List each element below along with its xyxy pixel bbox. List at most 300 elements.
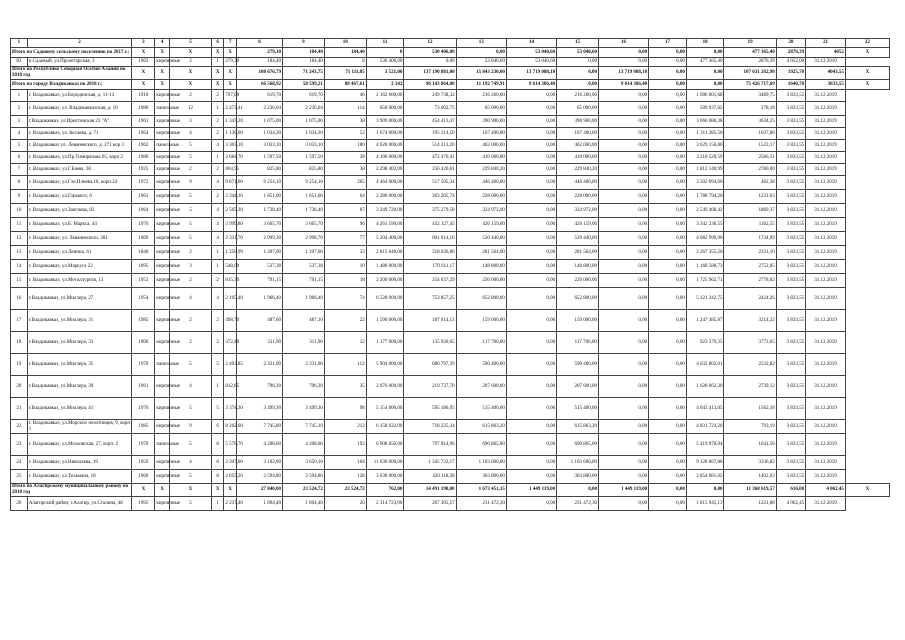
table-cell: 5 [170, 354, 212, 376]
table-cell: 4 [170, 456, 212, 470]
table-cell: 219 737,70 [404, 376, 456, 398]
table-cell: 2 331,90 [236, 354, 282, 376]
table-cell: 3 210 529,59 [686, 152, 724, 164]
table-cell: 9 [170, 420, 212, 434]
table-cell: 4 208,60 [283, 434, 325, 456]
table-cell: 65 000,00 [456, 102, 506, 116]
table-cell: 615 863,20 [557, 420, 599, 434]
table-cell: 390 900,00 [557, 116, 599, 128]
table-cell: 6 908 650,00 [366, 434, 404, 456]
column-number: 11 [366, 39, 404, 48]
table-cell: 31.12.2019 [806, 204, 846, 218]
table-cell: 0,00 [598, 232, 648, 246]
table-row [11, 218, 890, 232]
table-cell: 2 549 468,42 [686, 204, 724, 218]
table-cell: 1637,86 [724, 128, 776, 140]
table-cell: 2 [170, 310, 212, 332]
table-cell: 1 075,00 [283, 116, 325, 128]
table-cell: 184,40 [283, 58, 325, 67]
table-cell: 0,00 [598, 497, 648, 511]
table-cell: панельные [155, 354, 170, 376]
table-cell: 1 894,40 [236, 497, 282, 511]
table-cell: 231 472,30 [557, 497, 599, 511]
table-row [11, 140, 890, 152]
table-cell: 0,00 [456, 48, 506, 58]
subtotal-row [11, 484, 890, 497]
table-cell: 71 111,85 [324, 67, 366, 80]
table-cell: X [224, 48, 237, 58]
table-cell: 796,30 [283, 376, 325, 398]
table-cell: 8 [211, 470, 224, 484]
table-cell: 0,00 [506, 288, 556, 310]
table-cell: 77 [324, 232, 366, 246]
table-cell: 3 833,55 [776, 176, 805, 190]
table-cell: 31.12.2019 [806, 434, 846, 456]
table-cell: 31.12.2019 [806, 497, 846, 511]
table-cell: 4 082 999,90 [686, 232, 724, 246]
table-cell: 46 [324, 90, 366, 102]
table-cell: 2 267 355,20 [686, 246, 724, 260]
table-cell: 73 062,75 [404, 102, 456, 116]
table-cell: 4 [170, 128, 212, 140]
address-cell: г.Владикавказ, ул.Миллера, 27 [27, 288, 132, 310]
table-row [11, 332, 890, 354]
column-number-row [11, 39, 890, 48]
table-cell: 5 204 400,00 [366, 232, 404, 246]
table-cell: 462 000,00 [557, 140, 599, 152]
table-cell: 2 [170, 90, 212, 102]
table-cell: 372,40 [224, 332, 237, 354]
subtotal-row [11, 67, 890, 80]
table-cell: 0,00 [506, 140, 556, 152]
table-cell: 3 [170, 116, 212, 128]
table-cell: 3 833,55 [776, 152, 805, 164]
table-cell: 1 207,00 [236, 246, 282, 260]
table-cell: 98 [324, 398, 366, 420]
table-cell: 267 305,57 [404, 497, 456, 511]
table-cell: 537,38 [283, 260, 325, 274]
table-cell: 590 400,00 [557, 354, 599, 376]
table-cell: 0,00 [598, 332, 648, 354]
table-cell: 3 909 000,00 [366, 116, 404, 128]
table-cell: 25 [11, 470, 28, 484]
table-cell: 6 [11, 152, 28, 164]
table-cell: 117 700,00 [456, 332, 506, 354]
table-cell: 791,15 [236, 274, 282, 288]
table-cell: 0,00 [649, 376, 687, 398]
table-cell: 1976 [132, 398, 155, 420]
table-cell: 148 800,00 [557, 260, 599, 274]
table-cell: X [845, 484, 889, 497]
table-cell: 17 [11, 310, 28, 332]
column-number: 9 [283, 39, 325, 48]
subtotal-label: Итого по городу Владикавказ по 2018 г.: [11, 80, 132, 90]
table-cell: 3 833,55 [776, 456, 805, 470]
table-cell: 187 614,13 [404, 310, 456, 332]
table-cell: 363 800,00 [456, 470, 506, 484]
column-number: 21 [806, 39, 846, 48]
table-cell: 5 [11, 140, 28, 152]
table-cell: 0,00 [649, 398, 687, 420]
column-number: 14 [506, 39, 556, 48]
table-cell: 0,00 [649, 354, 687, 376]
table-cell: 216 260,00 [557, 90, 599, 102]
column-number: 7 [224, 39, 237, 48]
table-cell: 3833,55 [806, 80, 846, 90]
table-cell: 1 136,60 [224, 128, 237, 140]
table-cell: 1 590 000,00 [366, 310, 404, 332]
table-cell: 24 [11, 456, 28, 470]
table-cell: 96 143 864,00 [404, 80, 456, 90]
table-cell: кирпичные [155, 204, 170, 218]
table-row [11, 376, 890, 398]
table-cell: 31.12.2019 [806, 190, 846, 204]
table-cell: 66 568,92 [236, 80, 282, 90]
table-cell: 18 [11, 332, 28, 354]
table-cell: 0,00 [649, 190, 687, 204]
table-cell: 31.12.2019 [806, 218, 846, 232]
subtotal-row [11, 48, 890, 58]
table-cell: 2 344,10 [224, 190, 237, 204]
table-cell: X [170, 484, 212, 497]
table-cell: 0,00 [598, 102, 648, 116]
column-number: 5 [170, 39, 212, 48]
table-cell: 3 [170, 260, 212, 274]
table-cell: 18 [324, 274, 366, 288]
table-cell: 2 684,70 [224, 152, 237, 164]
table-cell: 31.12.2019 [806, 128, 846, 140]
table-cell: 0,00 [506, 274, 556, 288]
table-cell: X [211, 48, 224, 58]
table-cell: 3634,25 [724, 116, 776, 128]
table-cell: 311,90 [283, 332, 325, 354]
table-cell: 1221,88 [724, 497, 776, 511]
table-cell: 2 999,30 [236, 232, 282, 246]
address-cell: г. Владикавказ, ул.Металлургов, 13 [27, 274, 132, 288]
table-cell: 31.12.2019 [806, 116, 846, 128]
table-cell: 1954 [132, 288, 155, 310]
table-cell: кирпичные [155, 128, 170, 140]
table-cell: 281 564,00 [557, 246, 599, 260]
table-cell: 793,19 [724, 420, 776, 434]
table-cell: X [155, 67, 170, 80]
table-cell: 7 745,80 [236, 420, 282, 434]
table-cell: 3 833,55 [776, 260, 805, 274]
table-cell: X [155, 48, 170, 58]
table-cell: 1 628 662,30 [686, 376, 724, 398]
table-cell: 446 400,00 [557, 176, 599, 190]
table-cell: 22 [324, 310, 366, 332]
table-cell: 2 998,70 [283, 232, 325, 246]
table-cell: 4 464 000,00 [366, 176, 404, 190]
table-cell: 3 833,55 [776, 190, 805, 204]
table-cell: 13 [11, 246, 28, 260]
table-cell: 87 [324, 204, 366, 218]
table-cell: 0,00 [506, 456, 556, 470]
table-cell: 74 [324, 288, 366, 310]
table-cell: 0,00 [649, 310, 687, 332]
table-cell: 324 972,00 [557, 204, 599, 218]
table-cell: 3 307,00 [224, 456, 237, 470]
address-cell: г. Владикавказ ул. Леваневского, д. 271 кор 3 [27, 140, 132, 152]
table-cell: 15 [11, 274, 28, 288]
table-cell: 1 034,30 [236, 128, 282, 140]
column-number: 3 [132, 39, 155, 48]
table-cell: 0,00 [598, 376, 648, 398]
table-cell: 690 865,00 [456, 434, 506, 456]
table-cell: 229 840,20 [456, 164, 506, 176]
table-cell: 0,00 [506, 232, 556, 246]
table-cell: 2 280 000,00 [366, 190, 404, 204]
table-cell: 5 [170, 398, 212, 420]
table-cell: 2 200 000,00 [366, 274, 404, 288]
table-cell: 0,00 [598, 246, 648, 260]
table-cell: 3 999,80 [224, 218, 237, 232]
table-cell: 2566,51 [724, 152, 776, 164]
table-cell: 0,00 [649, 274, 687, 288]
table-cell: 690 865,00 [557, 434, 599, 456]
table-cell: 3 502 094,66 [686, 176, 724, 190]
address-cell: г.Владикавказ, ул.Миллера, 41 [27, 398, 132, 420]
table-cell: 1985 [132, 310, 155, 332]
table-cell: 1523,17 [724, 140, 776, 152]
table-cell: 3 833,55 [776, 218, 805, 232]
column-number: 2 [27, 39, 132, 48]
table-row [11, 204, 890, 218]
table-cell: 1972 [132, 176, 155, 190]
table-cell: 1 [211, 497, 224, 511]
table-cell: 0,00 [598, 218, 648, 232]
table-cell: 38 [324, 116, 366, 128]
table-cell: кирпичные [155, 190, 170, 204]
table-cell: 0,00 [506, 260, 556, 274]
table-cell: 0,00 [506, 310, 556, 332]
table-cell: 31.12.2019 [806, 90, 846, 102]
table-cell: 590 400,00 [456, 354, 506, 376]
table-cell: 0,00 [598, 398, 648, 420]
table-cell: 3 833,55 [776, 398, 805, 420]
table-cell: 3 833,55 [776, 116, 805, 128]
column-number: 10 [324, 39, 366, 48]
table-cell: 462 000,00 [456, 140, 506, 152]
table-cell: 53 040,60 [506, 48, 556, 58]
table-cell: 0,00 [506, 152, 556, 164]
table-cell: X [224, 67, 237, 80]
table-cell: 1925 [132, 164, 155, 176]
table-cell: 6 [211, 420, 224, 434]
address-cell: г.Владикавказ, ул.Миллера, 35 [27, 354, 132, 376]
table-cell: 487,10 [283, 310, 325, 332]
table-cell: 1986 [132, 152, 155, 164]
table-cell: 4 [170, 288, 212, 310]
table-cell: 0,00 [649, 434, 687, 456]
table-cell: 23 524,72 [324, 484, 366, 497]
table-cell: 796,30 [236, 376, 282, 398]
table-cell: 5 [170, 434, 212, 456]
table-cell: 5 [211, 398, 224, 420]
table-cell: 265 [324, 176, 366, 190]
table-cell: 3773,65 [724, 332, 776, 354]
address-cell: п.Садовый, ул.Пролетарская, 3 [27, 58, 132, 67]
table-cell: 0,00 [506, 246, 556, 260]
table-cell: кирпичные [155, 164, 170, 176]
table-cell: 601 014,10 [404, 232, 456, 246]
table-cell: 279,30 [236, 48, 282, 58]
table-cell: 0,00 [649, 456, 687, 470]
table-row [11, 420, 890, 434]
column-number: 13 [456, 39, 506, 48]
table-cell: 2 [11, 102, 28, 116]
table-cell: 4 [211, 218, 224, 232]
table-cell: 3 833,55 [776, 246, 805, 260]
table-cell: 58 599,21 [283, 80, 325, 90]
column-number: 22 [845, 39, 889, 48]
table-cell: 2 473,41 [224, 102, 237, 116]
table-row [11, 398, 890, 420]
table-cell: 10 [324, 260, 366, 274]
table-cell: 753 857,25 [404, 288, 456, 310]
table-cell: 3 066 686,38 [686, 116, 724, 128]
table-cell: 1 [211, 376, 224, 398]
table-cell: 1 597,50 [283, 152, 325, 164]
table-cell: 2 076 000,00 [366, 376, 404, 398]
address-cell: г. Владикавказ, ул.Г.Баева, 38 [27, 164, 132, 176]
table-cell: 254 037,29 [404, 274, 456, 288]
table-row [11, 58, 890, 67]
table-cell: 3 665,70 [283, 218, 325, 232]
table-cell: кирпичные [155, 420, 170, 434]
table-cell: 1986 [132, 102, 155, 116]
table-cell: X [211, 80, 224, 90]
table-cell: 0,00 [649, 128, 687, 140]
column-number: 17 [649, 39, 687, 48]
table-cell: 2 236,04 [283, 102, 325, 116]
table-cell: 184,40 [324, 48, 366, 58]
table-cell: X [211, 67, 224, 80]
table-cell: 1 738,40 [236, 204, 282, 218]
subtotal-label: Итого по Алагирскому муниципальному району по 2018 год [11, 484, 132, 497]
table-cell: 31.12.2019 [806, 102, 846, 116]
table-cell: кирпичные [155, 152, 170, 164]
table-cell: 3 638 000,00 [366, 470, 404, 484]
table-cell: 923 379,35 [686, 332, 724, 354]
table-cell: 4 [211, 288, 224, 310]
address-cell: г. Владикавказ, ул.Морских пехотинцев, 9, корп 1 [28, 420, 131, 432]
table-cell: 3 374,30 [224, 398, 237, 420]
table-cell: 0,00 [649, 90, 687, 102]
table-cell: 2 [211, 164, 224, 176]
table-cell: 3 665,70 [236, 218, 282, 232]
table-cell: 0,00 [649, 102, 687, 116]
table-cell: 31.12.2019 [806, 232, 846, 246]
column-number: 15 [557, 39, 599, 48]
table-cell: 420 118,38 [404, 470, 456, 484]
table-cell: X [170, 48, 212, 58]
table-cell: 180 [324, 140, 366, 152]
address-cell: г.Владикавказ, ул.Миллера, 33 [27, 332, 132, 354]
table-cell: 1 103 600,00 [456, 456, 506, 470]
table-cell: 517 505,34 [404, 176, 456, 190]
table-cell: 3 833,55 [776, 332, 805, 354]
table-cell: 0,00 [506, 470, 556, 484]
table-cell: 4 100 000,00 [366, 152, 404, 164]
table-cell: кирпичные [155, 218, 170, 232]
table-cell: 1 815 945,13 [686, 497, 724, 511]
table-cell: 31.12.2019 [806, 58, 846, 67]
table-cell: 0,00 [598, 470, 648, 484]
table-cell: 0,00 [649, 140, 687, 152]
table-cell: 96 [324, 218, 366, 232]
table-row [11, 434, 890, 456]
table-cell: 1 673 451,15 [456, 484, 506, 497]
table-cell: 0,00 [506, 218, 556, 232]
register-table [10, 38, 890, 511]
table-cell: 4 620 000,00 [366, 140, 404, 152]
table-row [11, 190, 890, 204]
table-cell: 825,80 [236, 164, 282, 176]
table-cell: 1 347,20 [224, 116, 237, 128]
table-cell: 2 815 640,00 [366, 246, 404, 260]
address-cell: г. Владикавказ, ул.Пр.Тимирязова 65, корп 2 [27, 152, 132, 164]
table-row [11, 102, 890, 116]
table-cell: 31.12.2019 [806, 332, 846, 354]
table-cell: 207 600,00 [557, 376, 599, 398]
table-cell: 454 413,47 [404, 116, 456, 128]
table-cell: 3 833,55 [776, 232, 805, 246]
table-cell: 1846 [132, 246, 155, 260]
table-cell: 167 400,00 [557, 128, 599, 140]
table-cell: 4 [11, 128, 28, 140]
table-cell: 31.12.2019 [806, 152, 846, 164]
column-number: 20 [776, 39, 805, 48]
table-row [11, 232, 890, 246]
table-cell: 3 833,55 [776, 310, 805, 332]
table-cell: 410 000,00 [456, 152, 506, 164]
table-cell: 2 565,30 [224, 204, 237, 218]
table-cell: 0,00 [598, 164, 648, 176]
table-cell: 1963 [132, 58, 155, 67]
table-cell: 52 [324, 128, 366, 140]
table-cell: 0,00 [598, 140, 648, 152]
table-cell: 650 000,00 [366, 102, 404, 116]
table-cell: 263 205,74 [404, 190, 456, 204]
table-cell: 530 406,00 [366, 58, 404, 67]
table-cell: 2752,05 [724, 260, 776, 274]
table-cell: 159 000,00 [456, 310, 506, 332]
table-cell: 595 186,95 [404, 398, 456, 420]
table-cell: 167 400,00 [456, 128, 506, 140]
table-cell: 33 [324, 246, 366, 260]
table-cell: 1 103 600,00 [557, 456, 599, 470]
table-cell: 2424,26 [724, 288, 776, 310]
table-cell: 0,00 [557, 58, 599, 67]
table-cell: 0,00 [557, 484, 599, 497]
table-cell: 3 833,55 [776, 128, 805, 140]
table-cell: 229 840,20 [557, 164, 599, 176]
table-row [11, 288, 890, 310]
table-cell: 0,00 [598, 116, 648, 128]
table-cell: X [132, 48, 155, 58]
table-cell: 375 279,58 [404, 204, 456, 218]
table-cell: 31.12.2019 [806, 420, 846, 434]
table-cell: 38 [324, 152, 366, 164]
table-cell: 3 033,10 [283, 140, 325, 152]
table-cell: 5 [170, 190, 212, 204]
table-cell: 31.12.2019 [806, 246, 846, 260]
table-cell: 1969 [132, 232, 155, 246]
table-cell: 2 [170, 164, 212, 176]
table-cell: 4 [211, 140, 224, 152]
